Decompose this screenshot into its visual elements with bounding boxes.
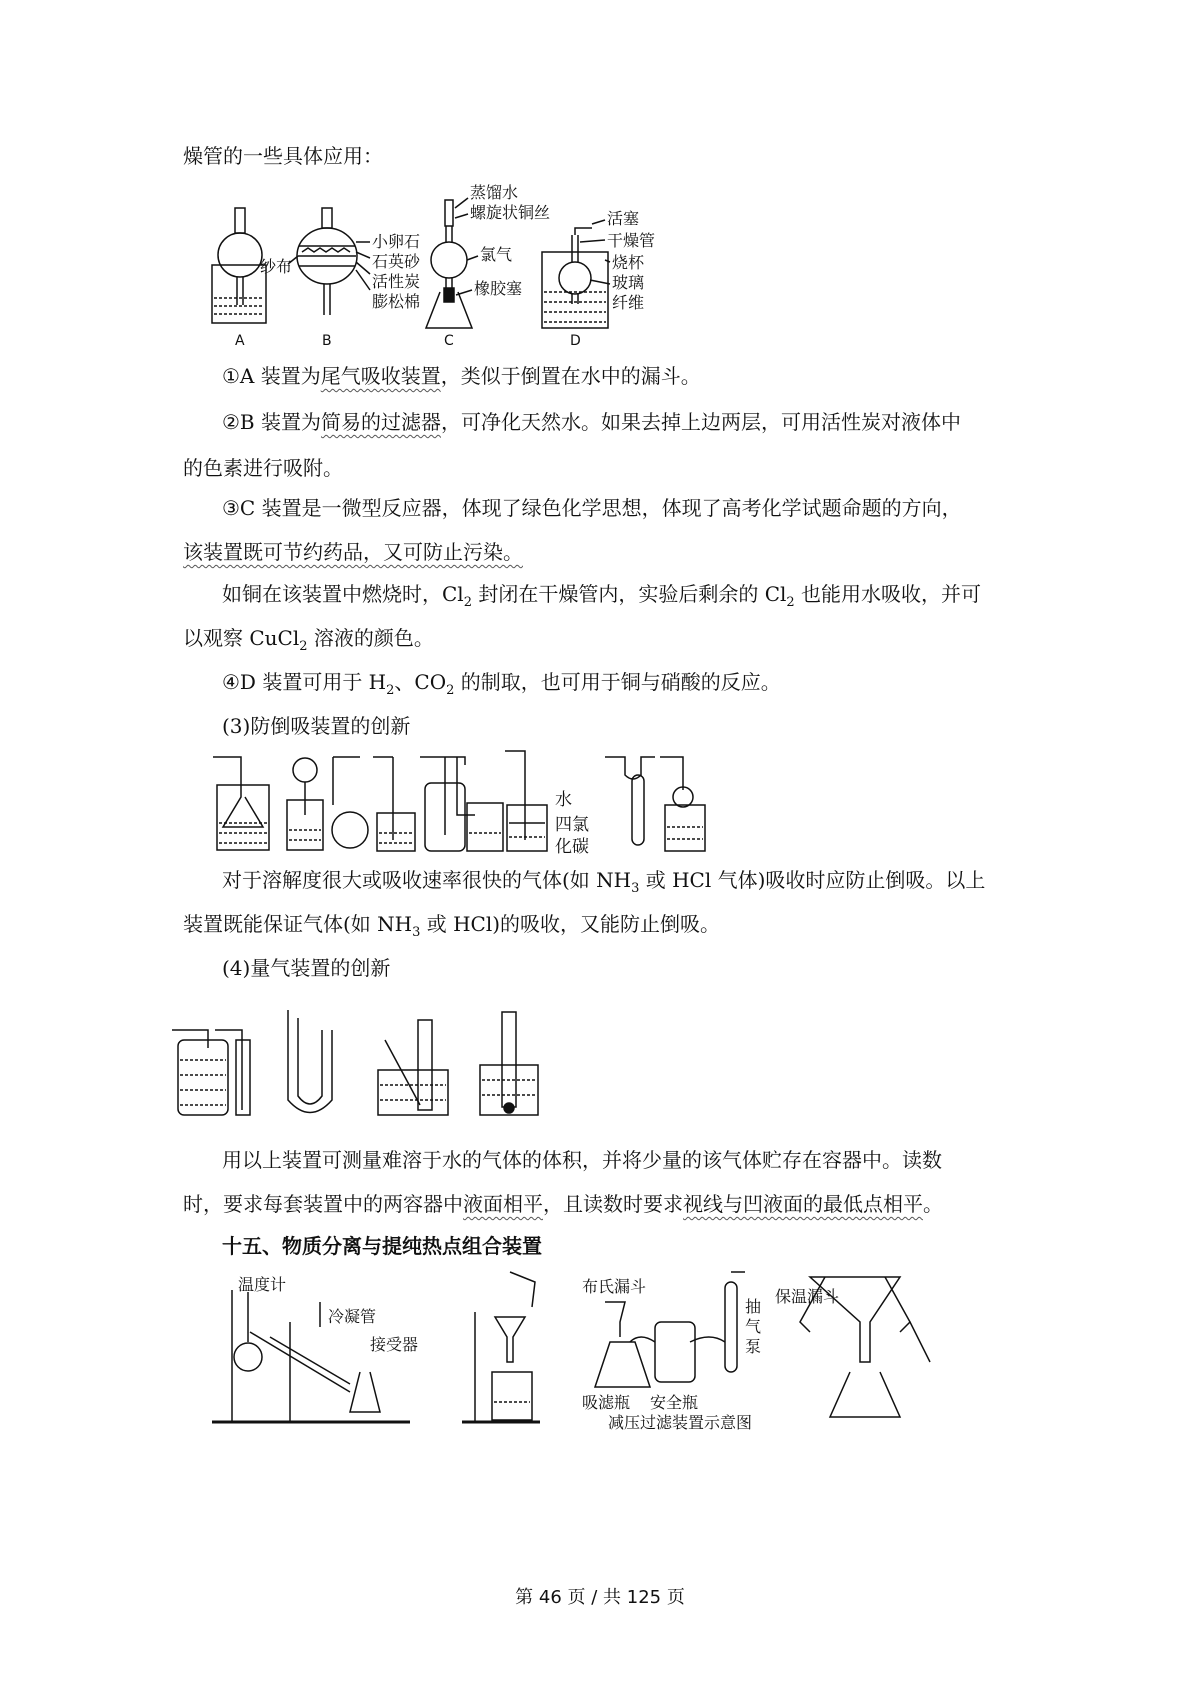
label-a: A xyxy=(235,333,245,349)
paragraph-b-line2: 的色素进行吸附。 xyxy=(183,456,343,480)
label-drying-tube: 干燥管 xyxy=(607,231,656,250)
label-ccl4-2: 化碳 xyxy=(555,837,589,857)
label-cotton: 膨松棉 xyxy=(372,292,421,311)
label-thermometer: 温度计 xyxy=(238,1275,287,1294)
label-glass: 玻璃 xyxy=(612,273,645,292)
paragraph-a: ①A 装置为尾气吸收装置，类似于倒置在水中的漏斗。 xyxy=(222,364,701,388)
section-4-title: (4)量气装置的创新 xyxy=(222,956,391,980)
paragraph-b-line1: ②B 装置为简易的过滤器，可净化天然水。如果去掉上边两层，可用活性炭对液体中 xyxy=(222,410,961,434)
label-filter-flask: 吸滤瓶 xyxy=(582,1393,631,1412)
label-rubber-stopper: 橡胶塞 xyxy=(474,279,523,298)
drying-tube-figure xyxy=(200,180,660,350)
label-beaker: 烧杯 xyxy=(612,253,645,272)
label-activated-carbon: 活性炭 xyxy=(372,272,421,291)
label-vacuum-caption: 减压过滤装置示意图 xyxy=(608,1413,753,1432)
anti-suckback-figure xyxy=(205,745,725,860)
label-chlorine: 氯气 xyxy=(480,245,513,264)
label-gauze: 纱布 xyxy=(260,257,293,276)
label-b: B xyxy=(322,333,332,349)
label-pump-2: 气 xyxy=(745,1317,762,1336)
label-pump-1: 抽 xyxy=(745,1297,762,1316)
label-condenser: 冷凝管 xyxy=(328,1307,377,1326)
label-water: 水 xyxy=(555,790,572,810)
label-pebbles: 小卵石 xyxy=(372,232,421,251)
separation-figure xyxy=(210,1262,950,1432)
label-d: D xyxy=(570,333,581,349)
paragraph-suckback-line1: 对于溶解度很大或吸收速率很快的气体(如 $NH_3$ 或 HCl 气体)吸收时应防止倒吸。以上 xyxy=(222,868,986,896)
paragraph-measure-line1: 用以上装置可测量难溶于水的气体的体积，并将少量的该气体贮存在容器中。读数 xyxy=(222,1148,942,1172)
label-quartz-sand: 石英砂 xyxy=(372,252,421,271)
paragraph-copper-line2: 以观察 CuCl$_2$ 溶液的颜色。 xyxy=(183,626,434,654)
intro-text: 燥管的一些具体应用： xyxy=(183,144,383,168)
label-heat-funnel: 保温漏斗 xyxy=(775,1287,840,1306)
paragraph-c-line1: ③C 装置是一微型反应器，体现了绿色化学思想，体现了高考化学试题命题的方向， xyxy=(222,496,962,520)
gas-measuring-figure xyxy=(170,1000,540,1125)
label-copper-wire: 螺旋状铜丝 xyxy=(470,203,551,222)
label-c: C xyxy=(444,333,454,349)
label-ccl4-1: 四氯 xyxy=(555,815,589,835)
paragraph-d: ④D 装置可用于 $H_2$、$CO_2$ 的制取，也可用于铜与硝酸的反应。 xyxy=(222,670,781,698)
section-15-heading: 十五、物质分离与提纯热点组合装置 xyxy=(222,1234,542,1258)
paragraph-c-line2: 该装置既可节约药品，又可防止污染。 xyxy=(183,540,523,564)
paragraph-copper-line1: 如铜在该装置中燃烧时，$Cl_2$ 封闭在干燥管内，实验后剩余的 $Cl_2$ 也能用水吸收，并可 xyxy=(222,582,982,610)
section-3-title: (3)防倒吸装置的创新 xyxy=(222,714,411,738)
paragraph-measure-line2: 时，要求每套装置中的两容器中液面相平，且读数时要求视线与凹液面的最低点相平。 xyxy=(183,1192,943,1216)
label-buchner-funnel: 布氏漏斗 xyxy=(582,1277,647,1296)
label-safety-bottle: 安全瓶 xyxy=(650,1393,699,1412)
label-pump-3: 泵 xyxy=(745,1337,762,1356)
paragraph-suckback-line2: 装置既能保证气体(如 $NH_3$ 或 HCl)的吸收，又能防止倒吸。 xyxy=(183,912,721,940)
label-stopcock: 活塞 xyxy=(607,209,640,228)
label-distilled-water: 蒸馏水 xyxy=(470,183,519,202)
label-fiber: 纤维 xyxy=(612,293,645,312)
label-receiver: 接受器 xyxy=(370,1335,419,1354)
page-footer: 第 46 页 / 共 125 页 xyxy=(515,1587,685,1608)
